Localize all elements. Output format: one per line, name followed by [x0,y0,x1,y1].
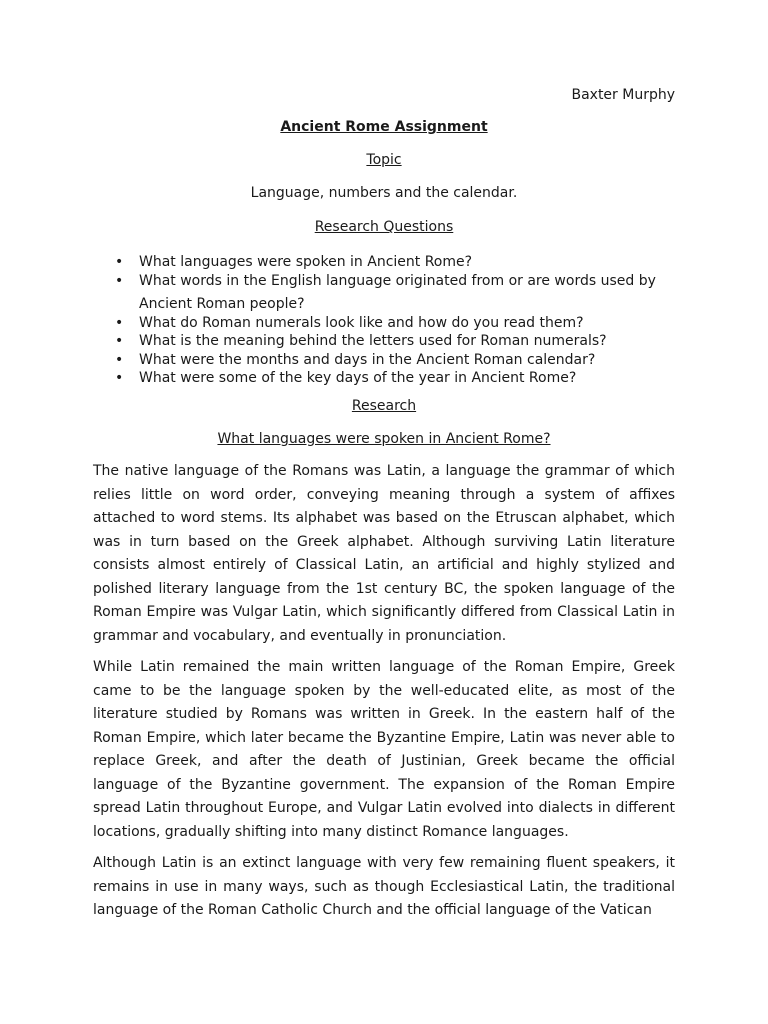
topic-heading: Topic [366,152,402,168]
question-item: • What is the meaning behind the letters used for Roman numerals? [93,330,675,349]
author-name: Baxter Murphy [571,87,675,103]
paragraph: Although Latin is an extinct language with very few remaining fluent speakers, it remains in use in many ways, such as though Ecclesiastical Latin, the traditional language of the Roman Catholic Church and the official language of the Vatican [93,855,675,918]
document-title: Ancient Rome Assignment [280,119,488,135]
section-heading: What languages were spoken in Ancient Rome? [217,431,551,447]
research-questions-heading: Research Questions [314,219,454,235]
question-item: • What were some of the key days of the year in Ancient Rome? [93,367,675,386]
paragraph: While Latin remained the main written language of the Roman Empire, Greek came to be the language spoken by the well-educated elite, as most of the literature studied by Romans was written in Greek. In the eastern half of the Roman Empire, which later became the Byzantine Empire, Latin was never able to replace Greek, and after the death of Justinian, Greek became the official language of the Byzantine government. The expansion of the Roman Empire spread Latin throughout Europe, and Vulgar Latin evolved into dialects in different locations, gradually shifting into many distinct Romance languages. [93,659,675,840]
body-text [93,460,675,931]
paragraph: The native language of the Romans was Latin, a language the grammar of which relies little on word order, conveying meaning through a system of affixes attached to word stems. Its alphabet was based on the Etruscan alphabet, which was in turn based on the Greek alphabet. Although surviving Latin literature consists almost entirely of Classical Latin, an artificial and highly stylized and polished literary language from the 1st century BC, the spoken language of the Roman Empire was Vulgar Latin, which significantly differed from Classical Latin in grammar and vocabulary, and eventually in pronunciation. [93,463,675,644]
research-questions-list [93,251,675,386]
research-heading: Research [351,398,417,414]
question-item: • What were the months and days in the Ancient Roman calendar? [93,349,675,368]
topic-text: Language, numbers and the calendar. [250,185,518,201]
question-item: • What words in the English language originated from or are words used by Ancient Roman people? [93,270,675,312]
question-item: • What do Roman numerals look like and how do you read them? [93,312,675,331]
question-item: • What languages were spoken in Ancient Rome? [93,251,675,270]
